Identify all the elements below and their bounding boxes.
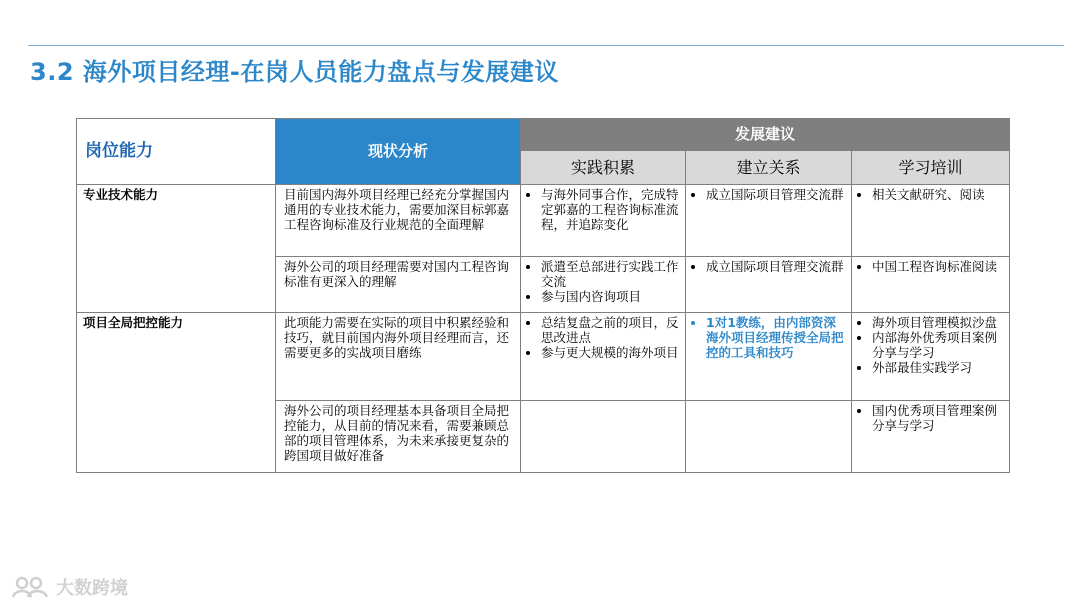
- list-item: • 参与更大规模的海外项目: [541, 345, 681, 360]
- status-cell: 目前国内海外项目经理已经充分掌握国内通用的专业技术能力，需要加深目标郭嘉工程咨询标准及行业规范的全面理解: [276, 185, 521, 257]
- list-item: • 参与国内咨询项目: [541, 289, 681, 304]
- capability-cell: 专业技术能力: [77, 185, 276, 313]
- relationship-cell: [686, 185, 852, 257]
- header-training: 学习培训: [852, 151, 1010, 185]
- practice-cell: [521, 401, 686, 473]
- header-row-1: [77, 119, 1010, 151]
- header-development: 发展建议: [521, 119, 1010, 151]
- list-item: • 1对1教练，由内部资深海外项目经理传授全局把控的工具和技巧: [706, 315, 847, 360]
- people-logo-icon: [10, 575, 50, 599]
- capability-table: [76, 118, 1010, 473]
- status-cell: 海外公司的项目经理基本具备项目全局把控能力，从目前的情况来看，需要兼顾总部的项目管理体系，为未来承接更复杂的跨国项目做好准备: [276, 401, 521, 473]
- list-item: • 外部最佳实践学习: [872, 360, 1005, 375]
- training-cell: [852, 257, 1010, 313]
- header-practice: 实践积累: [521, 151, 686, 185]
- table-row: [77, 313, 1010, 401]
- list-item: • 国内优秀项目管理案例分享与学习: [872, 403, 1005, 433]
- list-item: • 成立国际项目管理交流群: [706, 187, 847, 202]
- list-item: • 内部海外优秀项目案例分享与学习: [872, 330, 1005, 360]
- status-cell: 此项能力需要在实际的项目中积累经验和技巧，就目前国内海外项目经理而言，还需要更多的实战项目磨练: [276, 313, 521, 401]
- practice-cell: [521, 185, 686, 257]
- title-divider: [28, 45, 1064, 46]
- training-cell: [852, 313, 1010, 401]
- relationship-cell: [686, 401, 852, 473]
- status-cell: 海外公司的项目经理需要对国内工程咨询标准有更深入的理解: [276, 257, 521, 313]
- practice-cell: [521, 257, 686, 313]
- list-item: • 与海外同事合作，完成特定郭嘉的工程咨询标准流程，并追踪变化: [541, 187, 681, 232]
- page-title: 3.2 海外项目经理-在岗人员能力盘点与发展建议: [30, 58, 559, 86]
- table-row: [77, 185, 1010, 257]
- relationship-cell: [686, 313, 852, 401]
- practice-cell: [521, 313, 686, 401]
- brand-logo: [10, 574, 128, 600]
- capability-cell: 项目全局把控能力: [77, 313, 276, 473]
- logo-text: 大数跨境: [56, 578, 128, 599]
- list-item: • 相关文献研究、阅读: [872, 187, 1005, 202]
- list-item: • 海外项目管理模拟沙盘: [872, 315, 1005, 330]
- relationship-cell: [686, 257, 852, 313]
- list-item: • 中国工程咨询标准阅读: [872, 259, 1005, 274]
- header-status: 现状分析: [276, 119, 521, 185]
- header-relationship: 建立关系: [686, 151, 852, 185]
- header-capability: 岗位能力: [77, 119, 276, 185]
- list-item: • 总结复盘之前的项目，反思改进点: [541, 315, 681, 345]
- training-cell: [852, 185, 1010, 257]
- training-cell: [852, 401, 1010, 473]
- list-item: • 派遣至总部进行实践工作交流: [541, 259, 681, 289]
- list-item: • 成立国际项目管理交流群: [706, 259, 847, 274]
